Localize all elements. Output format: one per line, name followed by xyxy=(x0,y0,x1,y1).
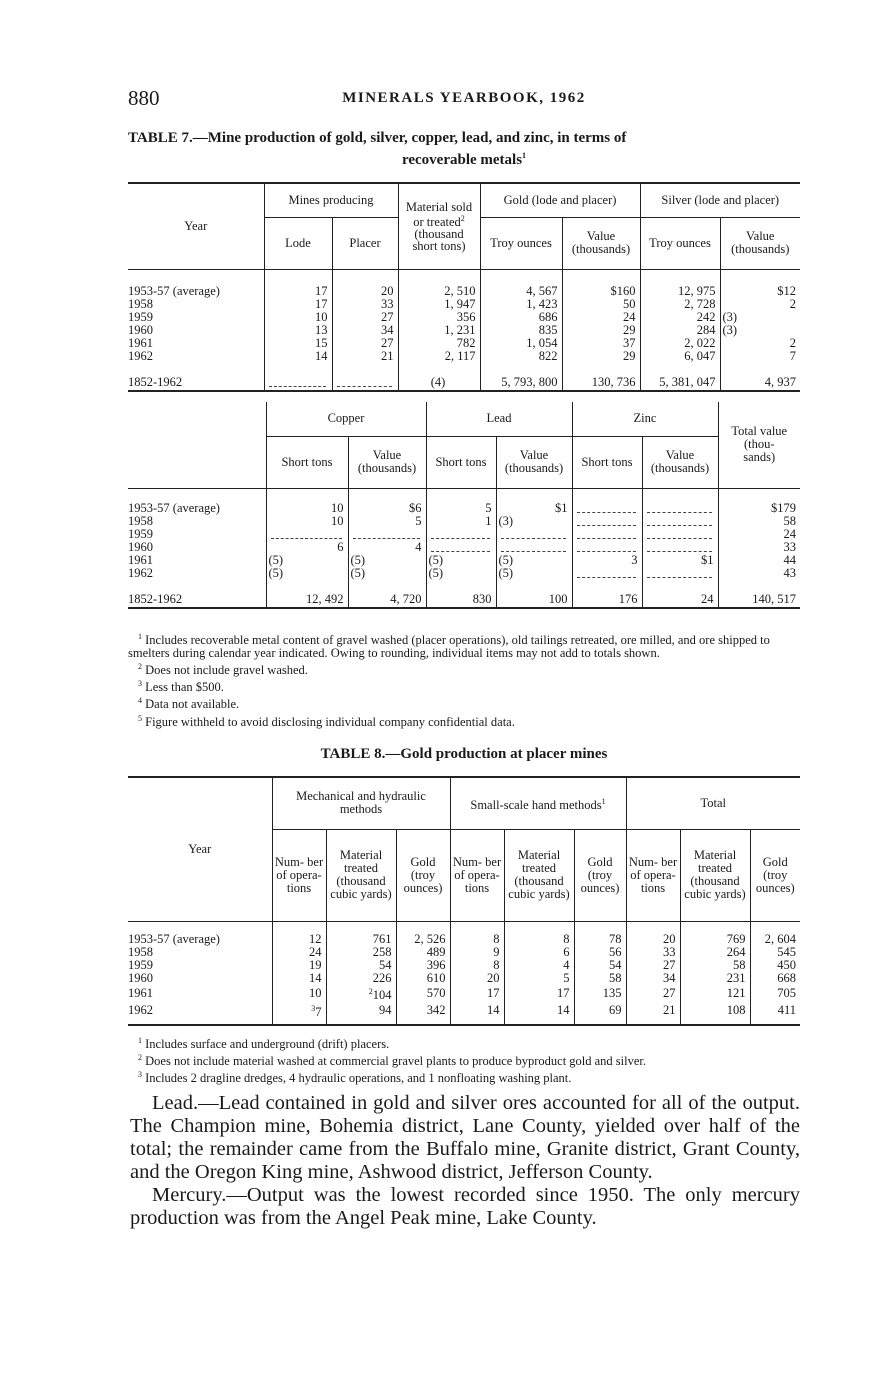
group-total: Total xyxy=(626,777,800,829)
table-row: 1960 14 226 610 20 5 58 34 231 668 xyxy=(128,972,800,985)
col-zinc-value: Value (thousands) xyxy=(642,436,718,488)
year-header: Year xyxy=(128,777,272,921)
col-lead-value: Value (thousands) xyxy=(496,436,572,488)
col-copper-tons: Short tons xyxy=(266,436,348,488)
table7-caption-text: —Mine production of gold, silver, copper, lead, and zinc, in terms of xyxy=(192,130,627,146)
footnote: $^2$ Does not include material washed at commercial gravel plants to produce byproduct gold and silver. xyxy=(138,1053,647,1069)
table-row: 1953-57 (average) 17 20 2, 510 4, 567 $160 12, 975 $12 xyxy=(128,285,800,298)
col-silver-oz: Troy ounces xyxy=(640,217,720,269)
col-gold-oz: Troy ounces xyxy=(480,217,562,269)
table-row: 1962 $^3$7 94 342 14 14 69 21 108 411 xyxy=(128,1002,800,1019)
table8-footnotes xyxy=(128,1034,800,1085)
table8-caption: TABLE 8.—Gold production at placer mines xyxy=(320,746,608,762)
col-lead-tons: Short tons xyxy=(426,436,496,488)
table7-caption xyxy=(128,130,800,169)
table-row: 1958 24 258 489 9 6 56 33 264 545 xyxy=(128,946,800,959)
table-row: 1962 (5) (5) (5) (5) 43 xyxy=(128,567,800,580)
table-row: 1962 14 21 2, 117 822 29 6, 047 7 xyxy=(128,350,800,363)
footnote: $^3$ Includes 2 dragline dredges, 4 hydraulic operations, and 1 nonfloating washing plant. xyxy=(138,1070,572,1086)
table-row: 1953-57 (average) 12 761 2, 526 8 8 78 20 769 2, 604 xyxy=(128,933,800,946)
table7-footnotes xyxy=(128,630,800,729)
table-row: 1960 6 4 33 xyxy=(128,541,800,554)
table-row: 1959 24 xyxy=(128,528,800,541)
col-zinc-tons: Short tons xyxy=(572,436,642,488)
table-row: 1958 10 5 1 (3) 58 xyxy=(128,515,800,528)
col-gold: Gold (troy ounces) xyxy=(574,829,626,921)
group-gold: Gold (lode and placer) xyxy=(480,183,640,217)
table7-label: TABLE 7. xyxy=(128,130,193,146)
table-row: 1961 10 $^2$104 570 17 17 135 27 121 705 xyxy=(128,985,800,1002)
footnote: $^1$ Includes recoverable metal content of gravel washed (placer operations), old tailings retreated, ore milled, and ore shipped to smelters during calendar year indicated. Owing to rounding, individual items may not add to totals shown. xyxy=(128,632,770,661)
table-row: 1961 15 27 782 1, 054 37 2, 022 2 xyxy=(128,337,800,350)
running-head xyxy=(128,86,800,110)
table-row: 1852-1962 (4) 5, 793, 800 130, 736 5, 381, 047 4, 937 xyxy=(128,375,800,391)
footnote: $^5$ Figure withheld to avoid disclosing individual company confidential data. xyxy=(138,713,515,729)
paragraph-mercury: Mercury.—Output was the lowest recorded since 1950. The only mercury production was from the Angel Peak mine, Lake County. xyxy=(130,1184,800,1229)
group-zinc: Zinc xyxy=(572,402,718,436)
group-copper: Copper xyxy=(266,402,426,436)
footnote: $^2$ Does not include gravel washed. xyxy=(138,662,308,678)
col-operations: Num- ber of opera- tions xyxy=(626,829,680,921)
col-gold: Gold (troy ounces) xyxy=(396,829,450,921)
group-lead: Lead xyxy=(426,402,572,436)
table-row: 1959 19 54 396 8 4 54 27 58 450 xyxy=(128,959,800,972)
table-row: 1959 10 27 356 686 24 242 (3) xyxy=(128,311,800,324)
journal-title: MINERALS YEARBOOK, 1962 xyxy=(342,90,586,106)
footnote: $^1$ Includes surface and underground (drift) placers. xyxy=(138,1036,390,1052)
col-operations: Num- ber of opera- tions xyxy=(272,829,326,921)
table8 xyxy=(128,776,800,1026)
footnote: $^4$ Data not available. xyxy=(138,696,240,712)
col-operations: Num- ber of opera- tions xyxy=(450,829,504,921)
col-total-value: Total value (thou- sands) xyxy=(718,402,800,488)
col-placer: Placer xyxy=(332,217,398,269)
body-text xyxy=(130,1092,800,1230)
col-silver-value: Value (thousands) xyxy=(720,217,800,269)
table7-caption-footnote-mark: 1 xyxy=(522,151,527,160)
table-row: 1953-57 (average) 10 $6 5 $1 $179 xyxy=(128,502,800,515)
group-small-scale: Small-scale hand methods$^1$ xyxy=(450,777,626,829)
material-header: Material sold or treated$^2$ (thousand short tons) xyxy=(398,183,480,269)
col-material: Material treated (thousand cubic yards) xyxy=(680,829,750,921)
col-gold: Gold (troy ounces) xyxy=(750,829,800,921)
table-row: 1958 17 33 1, 947 1, 423 50 2, 728 2 xyxy=(128,298,800,311)
paragraph-lead: Lead.—Lead contained in gold and silver ores accounted for all of the output. The Champion mine, Bohemia district, Lane County, yielded over half of the total; the remainder came from the Buffalo mine, Granite district, Grant County, and the Oregon King mine, Ashwood district, Jefferson County. xyxy=(130,1092,800,1183)
table-row: 1961 (5) (5) (5) (5) 3 $1 44 xyxy=(128,554,800,567)
table-row: 1960 13 34 1, 231 835 29 284 (3) xyxy=(128,324,800,337)
group-mechanical: Mechanical and hydraulic methods xyxy=(272,777,450,829)
table7-caption-text2: recoverable metals xyxy=(401,152,523,168)
table7-part2 xyxy=(128,402,800,609)
footnote: $^3$ Less than $500. xyxy=(138,679,224,695)
col-gold-value: Value (thousands) xyxy=(562,217,640,269)
year-header: Year xyxy=(128,183,264,269)
col-copper-value: Value (thousands) xyxy=(348,436,426,488)
table-row: 1852-1962 12, 492 4, 720 830 100 176 24 140, 517 xyxy=(128,592,800,608)
group-silver: Silver (lode and placer) xyxy=(640,183,800,217)
col-material: Material treated (thousand cubic yards) xyxy=(326,829,396,921)
page-number: 880 xyxy=(128,86,160,110)
table7-part1 xyxy=(128,182,800,392)
group-mines-producing: Mines producing xyxy=(264,183,398,217)
col-material: Material treated (thousand cubic yards) xyxy=(504,829,574,921)
col-lode: Lode xyxy=(264,217,332,269)
